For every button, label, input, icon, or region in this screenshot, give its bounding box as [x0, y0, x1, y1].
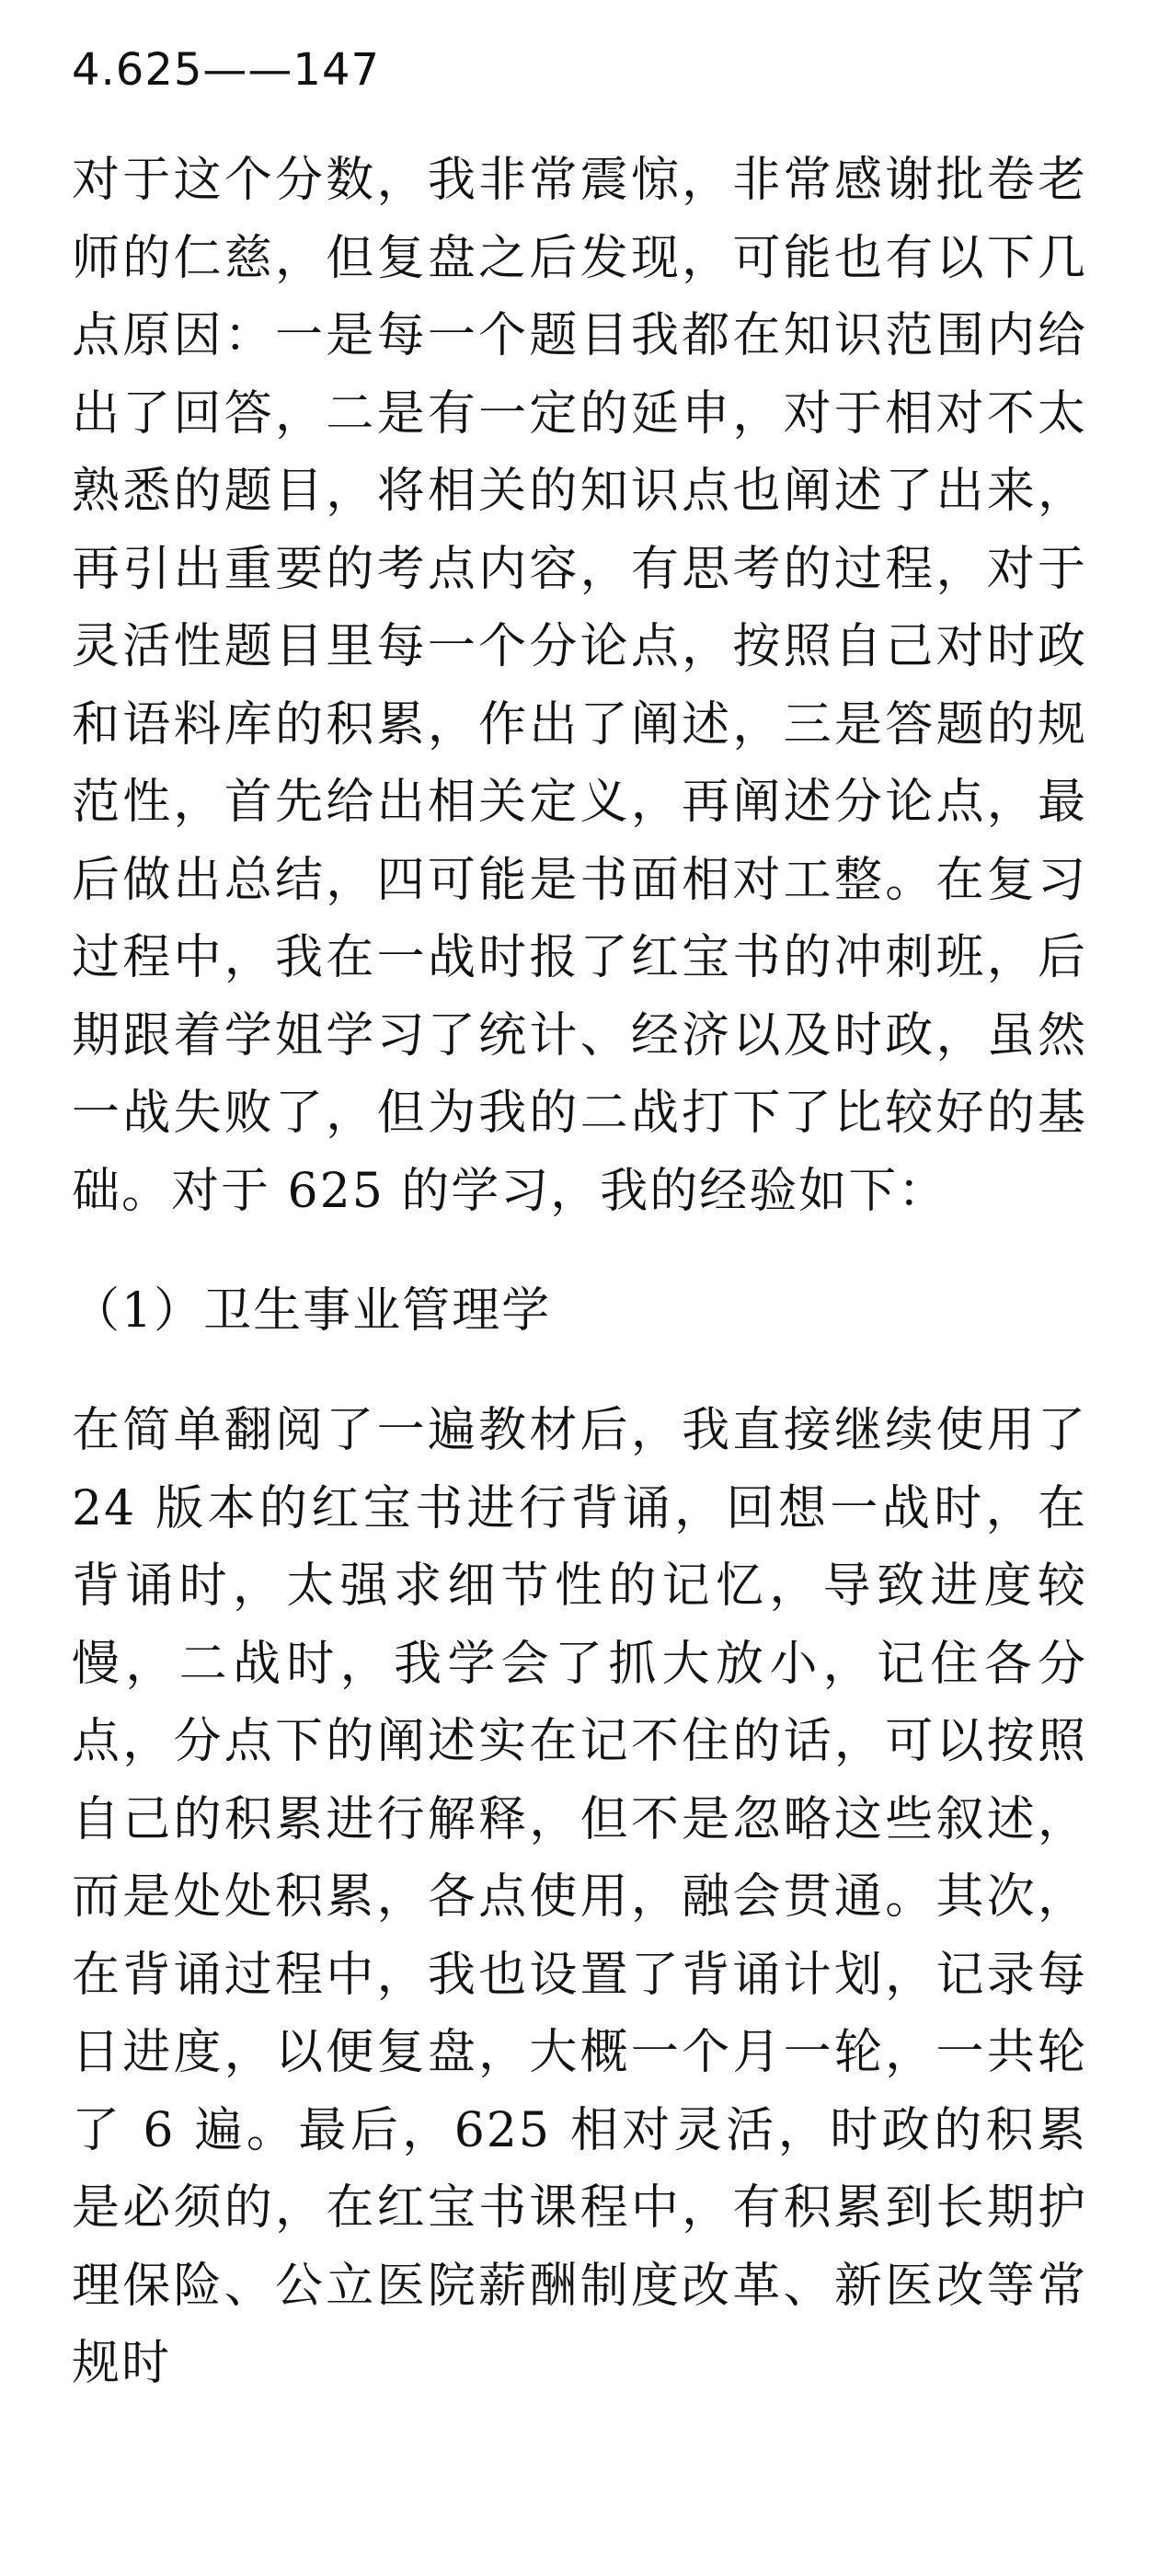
score-line: 4.625——147: [72, 44, 381, 96]
section-heading: （1）卫生事业管理学: [72, 1283, 552, 1339]
paragraph-study-method: 在简单翻阅了一遍教材后，我直接继续使用了 24 版本的红宝书进行背诵，回想一战时，在背诵时，太强求细节性的记忆，导致进度较慢，二战时，我学会了抓大放小，记住各分点，分点下的阐述实在记不住的话，可以按照自己的积累进行解释，但不是忽略这些叙述，而是处处积累，各点使用，融会贯通。其次，在背诵过程中，我也设置了背诵计划，记录每日进度，以便复盘，大概一个月一轮，一共轮了 6 遍。最后，625 相对灵活，时政的积累是必须的，在红宝书课程中，有积累到长期护理保险、公立医院薪酬制度改革、新医改等常规时: [72, 1403, 1087, 2391]
article-body: [72, 37, 1087, 2403]
paragraph-score-reflection: 对于这个分数，我非常震惊，非常感谢批卷老师的仁慈，但复盘之后发现，可能也有以下几点原因：一是每一个题目我都在知识范围内给出了回答，二是有一定的延申，对于相对不太熟悉的题目，将相关的知识点也阐述了出来，再引出重要的考点内容，有思考的过程，对于灵活性题目里每一个分论点，按照自己对时政和语料库的积累，作出了阐述，三是答题的规范性，首先给出相关定义，再阐述分论点，最后做出总结，四可能是书面相对工整。在复习过程中，我在一战时报了红宝书的冲刺班，后期跟着学姐学习了统计、经济以及时政，虽然一战失败了，但为我的二战打下了比较好的基础。对于 625 的学习，我的经验如下：: [72, 153, 1087, 1219]
